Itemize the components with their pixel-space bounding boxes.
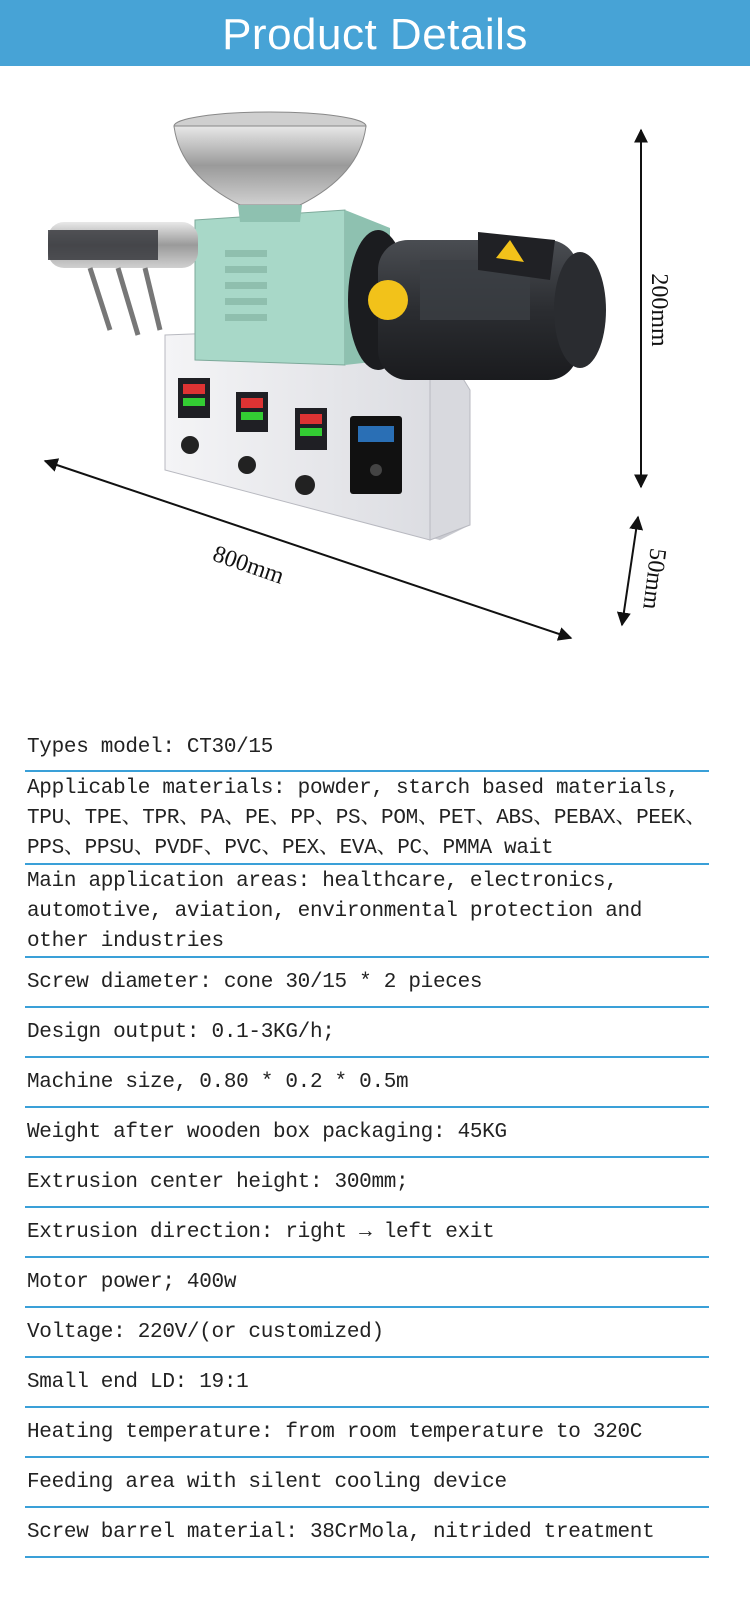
depth-label: 50mm: [637, 546, 671, 611]
depth-dimension-line: [622, 517, 638, 625]
product-figure: [0, 66, 750, 716]
spec-row: Design output: 0.1-3KG/h;: [25, 1008, 709, 1058]
motor-speed-controller: [350, 416, 402, 494]
spec-row: Extrusion direction: right → left exit: [25, 1208, 709, 1258]
motor: [348, 230, 606, 380]
length-label: 800mm: [209, 541, 288, 590]
page-header: [0, 0, 750, 66]
spec-row: Feeding area with silent cooling device: [25, 1458, 709, 1508]
spec-row: Main application areas: healthcare, electronics, automotive, aviation, environmental protection and other industries: [25, 865, 709, 958]
extrusion-barrel: [48, 222, 198, 335]
spec-row: Types model: CT30/15: [25, 727, 709, 772]
spec-row: Weight after wooden box packaging: 45KG: [25, 1108, 709, 1158]
spec-row: Voltage: 220V/(or customized): [25, 1308, 709, 1358]
spec-row: Screw barrel material: 38CrMola, nitrided treatment: [25, 1508, 709, 1558]
hopper: [174, 112, 366, 222]
page-title: Product Details: [222, 10, 528, 59]
spec-row: Small end LD: 19:1: [25, 1358, 709, 1408]
spec-row: Screw diameter: cone 30/15 * 2 pieces: [25, 958, 709, 1008]
spec-row: Machine size, 0.80 * 0.2 * 0.5m: [25, 1058, 709, 1108]
extruder-machine: [48, 112, 606, 540]
spec-row: Applicable materials: powder, starch based materials, TPU、TPE、TPR、PA、PE、PP、PS、POM、PET、ABS、PEBAX、PEEK、PPS、PPSU、PVDF、PVC、PEX、EVA、PC、PMMA wait: [25, 772, 709, 865]
spec-row: Motor power; 400w: [25, 1258, 709, 1308]
height-label: 200mm: [646, 273, 672, 347]
spec-list: [25, 727, 709, 1558]
spec-row: Heating temperature: from room temperature to 320C: [25, 1408, 709, 1458]
spec-row: Extrusion center height: 300mm;: [25, 1158, 709, 1208]
